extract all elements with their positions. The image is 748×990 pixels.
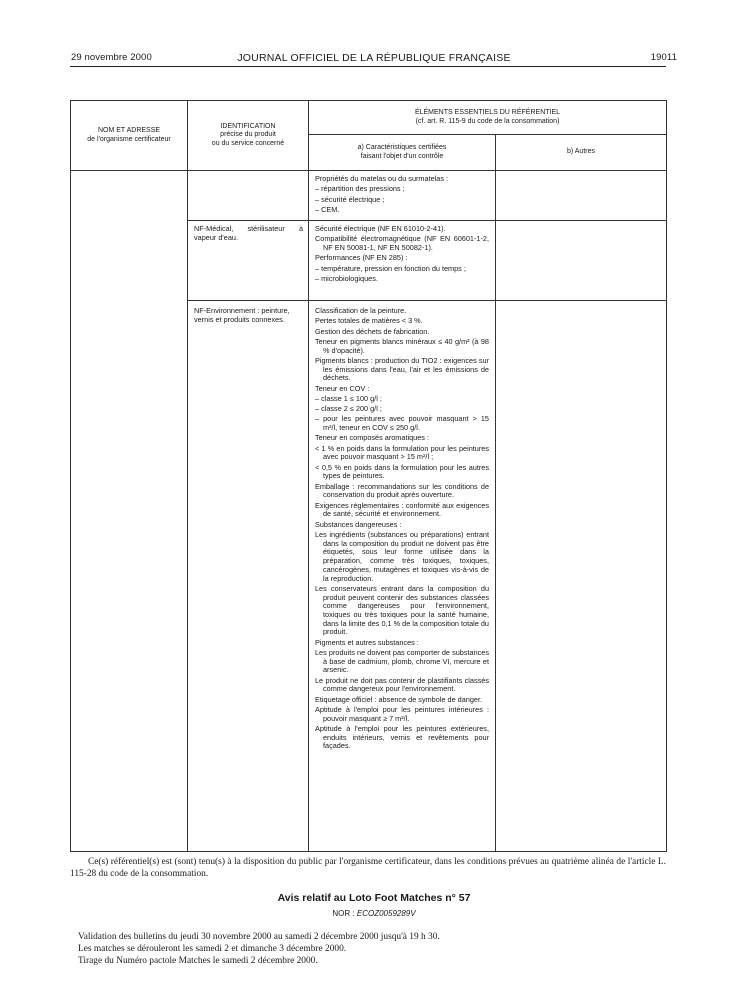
criterion-line: – classe 1 ≤ 100 g/l ; xyxy=(315,393,382,403)
page-number: 19011 xyxy=(650,52,677,63)
nor-value: ECOZ0059289V xyxy=(356,909,416,918)
table-row-0-a xyxy=(309,171,496,221)
criterion-line: Propriétés du matelas ou du surmatelas : xyxy=(315,174,449,183)
notice-line-1: Validation des bulletins du jeudi 30 novembre 2000 au samedi 2 décembre 2000 jusqu'à 19 h 30. xyxy=(78,932,440,942)
criterion-line: Substances dangereuses : xyxy=(315,519,402,529)
table-row-0-content xyxy=(315,175,489,215)
criterion-line: Le produit ne doit pas contenir de plastifiants classés comme dangereux pour l'environnement. xyxy=(315,675,489,694)
header-col-b xyxy=(496,135,667,171)
nor-line xyxy=(0,909,748,918)
header-col-a-line: faisant l'objet d'un contrôle xyxy=(360,152,444,160)
table-row-1-b xyxy=(496,221,667,301)
header-organisme-text xyxy=(71,127,187,144)
table-row-0-b xyxy=(496,171,667,221)
ident-stérilisateur: NF-Médical, stérilisateur à vapeur d'eau. xyxy=(194,224,303,242)
criterion-line: < 1 % en poids dans la formulation pour les peintures avec pouvoir masquant > 15 m²/l ; xyxy=(315,443,489,462)
header-col-a-line: a) Caractéristiques certifiées xyxy=(357,144,447,151)
notice-line-3: Tirage du Numéro pactole Matches le samedi 2 décembre 2000. xyxy=(78,956,318,966)
criterion-line: Pertes totales de matières < 3 %. xyxy=(315,316,423,326)
criterion-line: – sécurité électrique ; xyxy=(315,194,385,204)
header-col-b-text xyxy=(496,148,666,157)
organisme-cell xyxy=(71,171,188,852)
table-row-1-content xyxy=(315,225,489,284)
criterion-line: Aptitude à l'emploi pour les peintures extérieures, enduits intérieurs, vernis et revêtements pour façades. xyxy=(315,724,489,751)
header-rule xyxy=(70,66,666,67)
header-col-a-text xyxy=(309,144,495,161)
ident-peinture-text: NF-Environnement : peinture, vernis et produits connexes. xyxy=(194,306,290,324)
table-row-2-content xyxy=(315,307,489,751)
table-row-0-ident xyxy=(188,171,309,221)
header-elements-text xyxy=(309,109,666,126)
header-identification xyxy=(188,101,309,171)
table-row-2-b xyxy=(496,301,667,852)
header-elements-line: (cf. art. R. 115-9 du code de la consommation) xyxy=(415,117,560,125)
criterion-line: Pigments blancs : production du TIO2 : exigences sur les émissions dans l'eau, l'air et les émissions de déchets. xyxy=(315,355,489,383)
header-identification-line: IDENTIFICATION xyxy=(220,122,276,130)
notice-line-2: Les matches se dérouleront les samedi 2 et dimanche 3 décembre 2000. xyxy=(78,944,347,954)
criterion-line: Sécurité électrique (NF EN 61010-2-41). xyxy=(315,224,446,233)
criterion-line: – température, pression en fonction du temps ; xyxy=(315,263,466,273)
criterion-line: Teneur en pigments blancs minéraux ≤ 40 g/m² (à 98 % d'opacité). xyxy=(315,336,489,355)
header-organisme-line: NOM ET ADRESSE xyxy=(97,127,161,134)
footnote: Ce(s) référentiel(s) est (sont) tenu(s) à la disposition du public par l'organisme certificateur, dans les conditions prévues au quatrième alinéa de l'article L. 115-28 du code de la consommation. xyxy=(70,857,666,879)
criterion-line: Etiquetage officiel : absence de symbole de danger. xyxy=(315,694,482,704)
table-row-1-a xyxy=(309,221,496,301)
header-identification-text xyxy=(188,123,308,149)
criterion-line: Exigences réglementaires : conformité aux exigences de santé, sécurité et environnement. xyxy=(315,500,489,519)
criterion-line: Teneur en composés aromatiques : xyxy=(315,433,429,443)
criterion-line: Gestion des déchets de fabrication. xyxy=(315,326,430,336)
header-col-a xyxy=(309,135,496,171)
criterion-line: – classe 2 ≤ 200 g/l ; xyxy=(315,404,382,414)
criterion-line: < 0,5 % en poids dans la formulation pour les autres types de peintures. xyxy=(315,462,489,481)
criterion-line: Classification de la peinture. xyxy=(315,306,407,315)
criterion-line: Emballage : recommandations sur les conditions de conservation du produit après ouverture. xyxy=(315,481,489,500)
header-identification-line: ou du service concerné xyxy=(211,139,285,147)
table-row-1-ident xyxy=(188,221,309,301)
header-organisme-line: de l'organisme certificateur xyxy=(87,135,171,143)
table-row-2-a xyxy=(309,301,496,852)
table-row-2-ident xyxy=(188,301,309,852)
criterion-line: – répartition des pressions ; xyxy=(315,184,405,194)
criterion-line: – microbiologiques. xyxy=(315,273,378,283)
journal-title: JOURNAL OFFICIEL DE LA RÉPUBLIQUE FRANÇAISE xyxy=(237,52,511,64)
criterion-line: Pigments et autres substances : xyxy=(315,637,419,647)
notice-title: Avis relatif au Loto Foot Matches n° 57 xyxy=(277,892,471,904)
referentiel-table xyxy=(70,100,667,852)
criterion-line: Aptitude à l'emploi pour les peintures intérieures : pouvoir masquant ≥ 7 m²/l. xyxy=(315,705,489,723)
criterion-line: Performances (NF EN 285) : xyxy=(315,253,408,263)
criterion-line: Les produits ne doivent pas comporter de substances à base de cadmium, plomb, chrome VI, mercure et arsenic. xyxy=(315,648,489,675)
criterion-line: Les ingrédients (substances ou préparations) entrant dans la composition du produit ne doivent pas être étiquetés, sous leur forme utilisée dans la préparation, comme très toxiques, toxiques, cancérogènes, mutagènes et toxiques vis-à-vis de la reproduction. xyxy=(315,530,489,583)
criterion-line: Teneur en COV : xyxy=(315,383,370,393)
criterion-line: Les conservateurs entrant dans la composition du produit peuvent contenir des substances classées comme dangereuses pour l'environnement, toxiques ou très toxiques pour la santé humaine, dans la limite des 0,1 % de la composition totale du produit. xyxy=(315,583,489,637)
header-identification-line: précise du produit xyxy=(220,131,276,139)
ident-peinture xyxy=(194,307,303,324)
criterion-line: Compatibilité électromagnétique (NF EN 60601-1-2, NF EN 50081-1, NF EN 50082-1). xyxy=(315,234,489,252)
criterion-line: – CEM. xyxy=(315,204,340,214)
header-organisme xyxy=(71,101,188,171)
criterion-line: – pour les peintures avec pouvoir masquant > 15 m²/l, teneur en COV ≤ 250 g/l. xyxy=(315,414,489,433)
nor-label: NOR : xyxy=(332,909,355,918)
header-elements xyxy=(309,101,667,135)
header-col-b-line: b) Autres xyxy=(566,148,595,156)
issue-date: 29 novembre 2000 xyxy=(71,52,152,63)
header-elements-line: ÉLÉMENTS ESSENTIELS DU RÉFÉRENTIEL xyxy=(414,109,561,116)
